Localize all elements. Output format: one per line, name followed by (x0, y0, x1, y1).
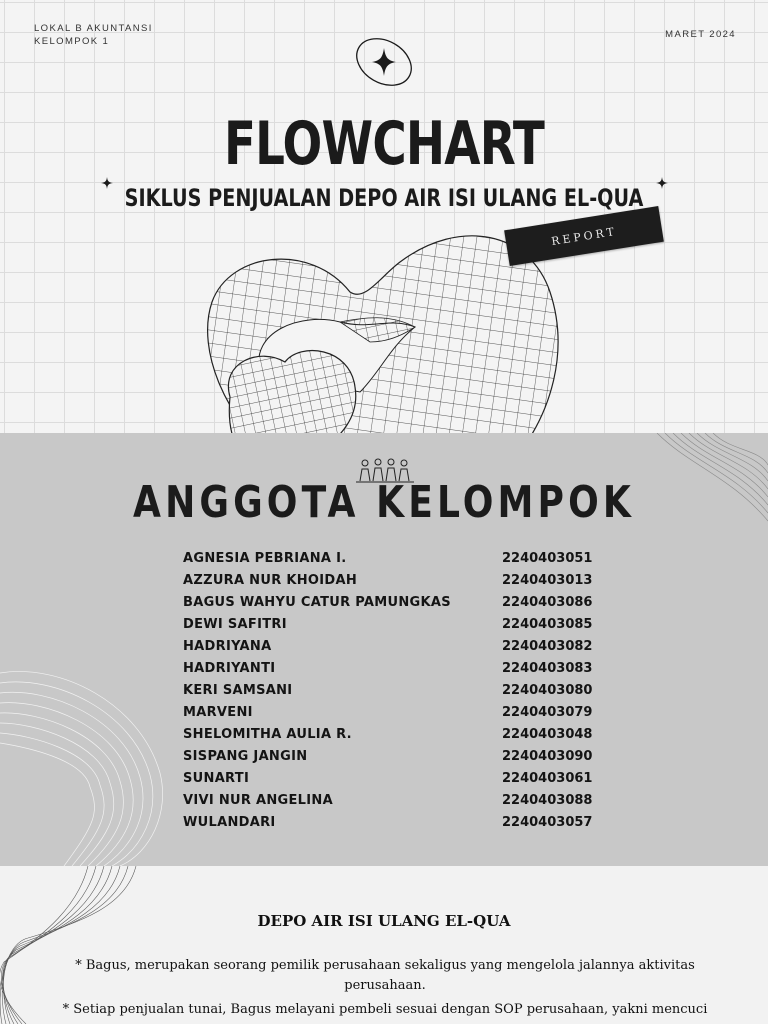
list-item (0, 617, 768, 637)
member-id: 2240403086 (502, 595, 593, 610)
description-section (0, 866, 768, 1024)
member-id: 2240403080 (502, 683, 593, 698)
member-name: SHELOMITHA AULIA R. (183, 727, 352, 742)
list-item (0, 683, 768, 703)
org-line-2: KELOMPOK 1 (34, 36, 110, 47)
org-line-1: LOKAL B AKUNTANSI (34, 23, 153, 34)
member-name: HADRIYANA (183, 639, 272, 654)
member-id: 2240403051 (502, 551, 593, 566)
member-name: SISPANG JANGIN (183, 749, 308, 764)
member-name: AZZURA NUR KHOIDAH (183, 573, 358, 588)
paragraph-line: * Bagus, merupakan seorang pemilik perusahaan sekaligus yang mengelola jalannya aktivitas (75, 958, 695, 973)
date-label: MARET 2024 (665, 29, 736, 40)
member-name: MARVENI (183, 705, 253, 720)
member-id: 2240403061 (502, 771, 593, 786)
member-name: WULANDARI (183, 815, 276, 830)
page-title: FLOWCHART (223, 109, 545, 179)
cover-header (0, 0, 768, 433)
member-id: 2240403088 (502, 793, 593, 808)
member-name: KERI SAMSANI (183, 683, 293, 698)
list-item (0, 661, 768, 681)
member-id: 2240403013 (502, 573, 593, 588)
member-name: DEWI SAFITRI (183, 617, 287, 632)
member-id: 2240403090 (502, 749, 593, 764)
member-name: SUNARTI (183, 771, 250, 786)
list-item (0, 551, 768, 571)
list-item (0, 815, 768, 835)
member-id: 2240403057 (502, 815, 593, 830)
paragraph-line: perusahaan. (344, 978, 426, 993)
list-item (0, 573, 768, 593)
member-id: 2240403079 (502, 705, 593, 720)
list-item (0, 749, 768, 769)
member-name: HADRIYANTI (183, 661, 276, 676)
page-subtitle: SIKLUS PENJUALAN DEPO AIR ISI ULANG EL-QUA (124, 184, 644, 212)
list-item (0, 793, 768, 813)
members-section (0, 433, 768, 866)
report-tag: REPORT (504, 206, 664, 266)
section-title: DEPO AIR ISI ULANG EL-QUA (257, 912, 511, 930)
paragraph-line: * Setiap penjualan tunai, Bagus melayani pembeli sesuai dengan SOP perusahaan, yakni mencuci (62, 1002, 708, 1017)
member-id: 2240403082 (502, 639, 593, 654)
list-item (0, 639, 768, 659)
list-item (0, 727, 768, 747)
list-item (0, 705, 768, 725)
members-heading: ANGGOTA KELOMPOK (133, 477, 635, 528)
member-name: VIVI NUR ANGELINA (183, 793, 333, 808)
list-item (0, 595, 768, 615)
member-name: BAGUS WAHYU CATUR PAMUNGKAS (183, 595, 451, 610)
member-id: 2240403085 (502, 617, 593, 632)
list-item (0, 771, 768, 791)
member-id: 2240403083 (502, 661, 593, 676)
member-id: 2240403048 (502, 727, 593, 742)
member-name: AGNESIA PEBRIANA I. (183, 551, 347, 566)
orbit-star-icon (352, 34, 416, 90)
